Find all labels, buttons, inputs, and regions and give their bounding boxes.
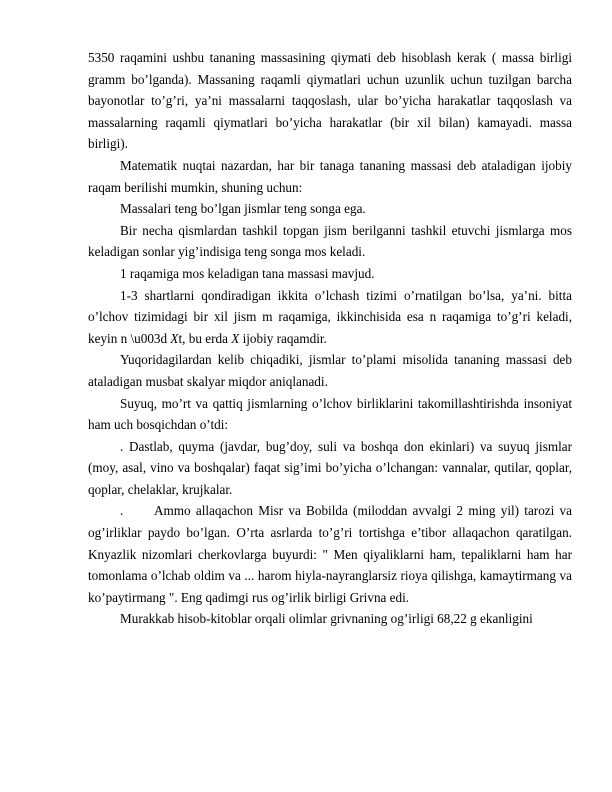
paragraph-8: Suyuq, mo’rt va qattiq jismlarning o’lchov birliklarini takomillashtirishda insoniyat ham uch bosqichdan o’tdi: (88, 395, 572, 433)
paragraph-2: Matematik nuqtai nazardan, har bir tanaga tananing massasi deb ataladigan ijobiy raqam berilishi mumkin, shuning uchun: (88, 157, 572, 195)
math-variable-x: X (170, 330, 179, 346)
paragraph-7: Yuqoridagilardan kelib chiqadiki, jismlar to’plami misolida tananing massasi deb ataladigan musbat skalyar miqdor aniqlanadi. (88, 352, 572, 389)
paragraph-4: Bir necha qismlardan tashkil topgan jism berilganni tashkil etuvchi jismlarga mos keladigan sonlar yig’indisiga teng songa mos keladi. (88, 222, 572, 260)
paragraph-6 (88, 285, 572, 350)
paragraph-9: . Dastlab, quyma (javdar, bug’doy, suli va boshqa don ekinlari) va suyuq jismlar (moy, asal, vino va boshqalar) faqat sig’imi bo’yicha o’lchangan: vannalar, qutilar, qoplar, qoplar, chelaklar, krujkalar. (88, 438, 572, 497)
paragraph-10: . Ammo allaqachon Misr va Bobilda (miloddan avvalgi 2 ming yil) tarozi va og’irliklar paydo bo’lgan. O’rta asrlarda to’g’ri tortishga e’tibor allaqachon qaratilgan. Knyazlik nizomlari cherkovlarga buyurdi: " Men qiyaliklarni ham, tepaliklarni ham har tomonlama o’lchab oldim va ... harom hiyla-nayranglarsiz rioya qilishga, kamaytirmang va ko’paytirmang ". Eng qadimgi rus og’irlik birligi Grivna edi. (88, 503, 576, 605)
paragraph-6-part-3: ijobiy raqamdir. (239, 330, 327, 346)
paragraph-1: 5350 raqamini ushbu tananing massasining qiymati deb hisoblash kerak ( massa birligi gramm bo’lganda). Massaning raqamli qiymatlari uchun uzunlik uchun tuzilgan barcha bayonotlar to’g’ri, ya’ni massalarni taqqoslash, ular bo’yicha harakatlar taqqoslash va massalarning raqamli qiymatlari bo’yicha harakatlar (bir xil bilan) kamayadi. massa birligi). (88, 50, 572, 152)
paragraph-11: Murakkab hisob-kitoblar orqali olimlar grivnaning og’irligi 68,22 g ekanligini (120, 611, 533, 627)
paragraph-6-part-1: 1-3 shartlarni qondiradigan ikkita o’lchash tizimi o’rnatilgan bo’lsa, ya’ni. bitta o’lchov tizimidagi bir xil jism m raqamiga, ikkinchisida esa n raqamiga to’g’ri keladi, keyin n \u003d (88, 287, 572, 346)
math-variable-x-2: X (231, 330, 240, 346)
paragraph-3: Massalari teng bo’lgan jismlar teng songa ega. (120, 201, 366, 217)
paragraph-6-part-2: t, bu erda (178, 330, 232, 346)
paragraph-5: 1 raqamiga mos keladigan tana massasi mavjud. (120, 265, 375, 281)
document-page (88, 47, 576, 630)
